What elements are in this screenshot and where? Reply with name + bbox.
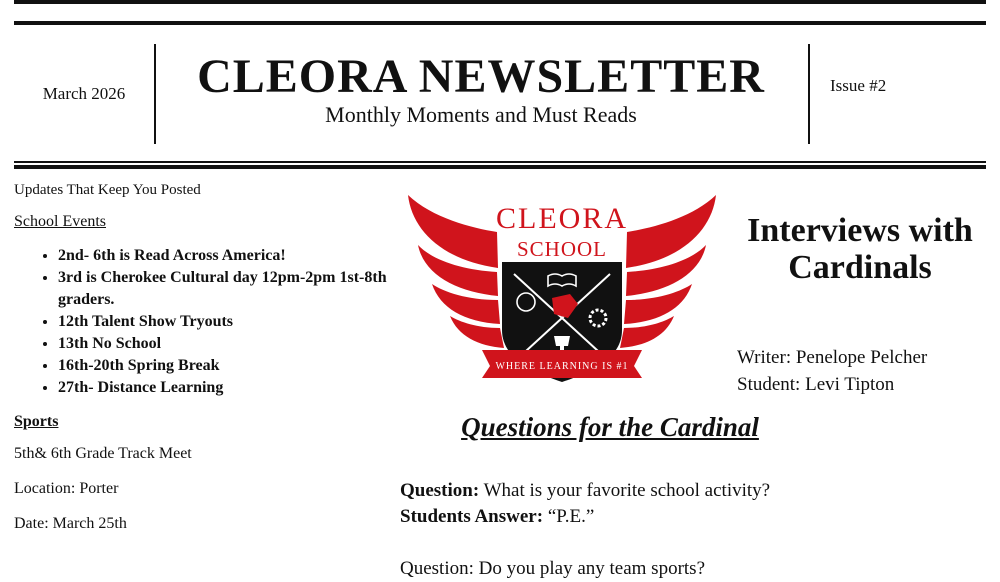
sports-date: Date: March 25th <box>14 515 127 532</box>
student-line: Student: Levi Tipton <box>737 374 895 395</box>
writer-line: Writer: Penelope Pelcher <box>737 347 928 368</box>
qa-section <box>400 478 960 582</box>
question-text: What is your favorite school activity? <box>479 480 771 501</box>
masthead-date-cell <box>14 44 156 144</box>
top-rule-thick <box>14 0 986 4</box>
masthead-issue-cell <box>808 44 988 144</box>
event-text: 27th- Distance Learning <box>58 379 224 396</box>
sports-event: 5th& 6th Grade Track Meet <box>14 445 192 462</box>
newsletter-title: CLEORA NEWSLETTER <box>197 50 765 103</box>
interview-credits <box>737 344 927 398</box>
left-column <box>14 182 394 550</box>
list-item <box>58 311 394 333</box>
answer-label: Students Answer: <box>400 506 544 527</box>
list-item <box>58 333 394 355</box>
event-text: 16th-20th Spring Break <box>58 357 220 374</box>
masthead-rule-thin <box>14 161 986 163</box>
logo-banner-text: WHERE LEARNING IS #1 <box>495 361 629 372</box>
tagline: Updates That Keep You Posted <box>14 182 201 198</box>
school-events-list <box>14 245 394 399</box>
issue-number: Issue #2 <box>830 76 887 95</box>
interview-heading: Interviews with Cardinals <box>747 212 973 286</box>
event-text: 2nd- 6th is Read Across America! <box>58 247 286 264</box>
question-2-partial: Question: Do you play any team sports? <box>400 558 706 579</box>
newsletter-subtitle: Monthly Moments and Must Reads <box>325 102 637 127</box>
list-item <box>58 355 394 377</box>
right-wing-icon <box>620 195 716 348</box>
list-item <box>58 245 394 267</box>
question-label: Question: <box>400 480 480 501</box>
school-logo <box>402 190 722 390</box>
list-item <box>58 267 394 311</box>
event-text: 3rd is Cherokee Cultural day 12pm-2pm 1st-8th graders. <box>58 269 387 308</box>
event-text: 12th Talent Show Tryouts <box>58 313 234 330</box>
top-rule-thin <box>14 21 986 25</box>
sports-location: Location: Porter <box>14 480 119 497</box>
logo-text-cleora: CLEORA <box>496 202 628 235</box>
question-1 <box>400 478 960 504</box>
answer-1 <box>400 504 960 530</box>
event-text: 13th No School <box>58 335 162 352</box>
list-item <box>58 377 394 399</box>
questions-heading: Questions for the Cardinal <box>461 412 759 442</box>
left-wing-icon <box>408 195 504 348</box>
logo-text-school: SCHOOL <box>516 237 608 261</box>
masthead-rule-thick <box>14 165 986 169</box>
answer-text: “P.E.” <box>543 506 595 527</box>
school-events-heading: School Events <box>14 213 106 230</box>
sports-heading: Sports <box>14 413 59 430</box>
issue-date: March 2026 <box>42 84 126 103</box>
